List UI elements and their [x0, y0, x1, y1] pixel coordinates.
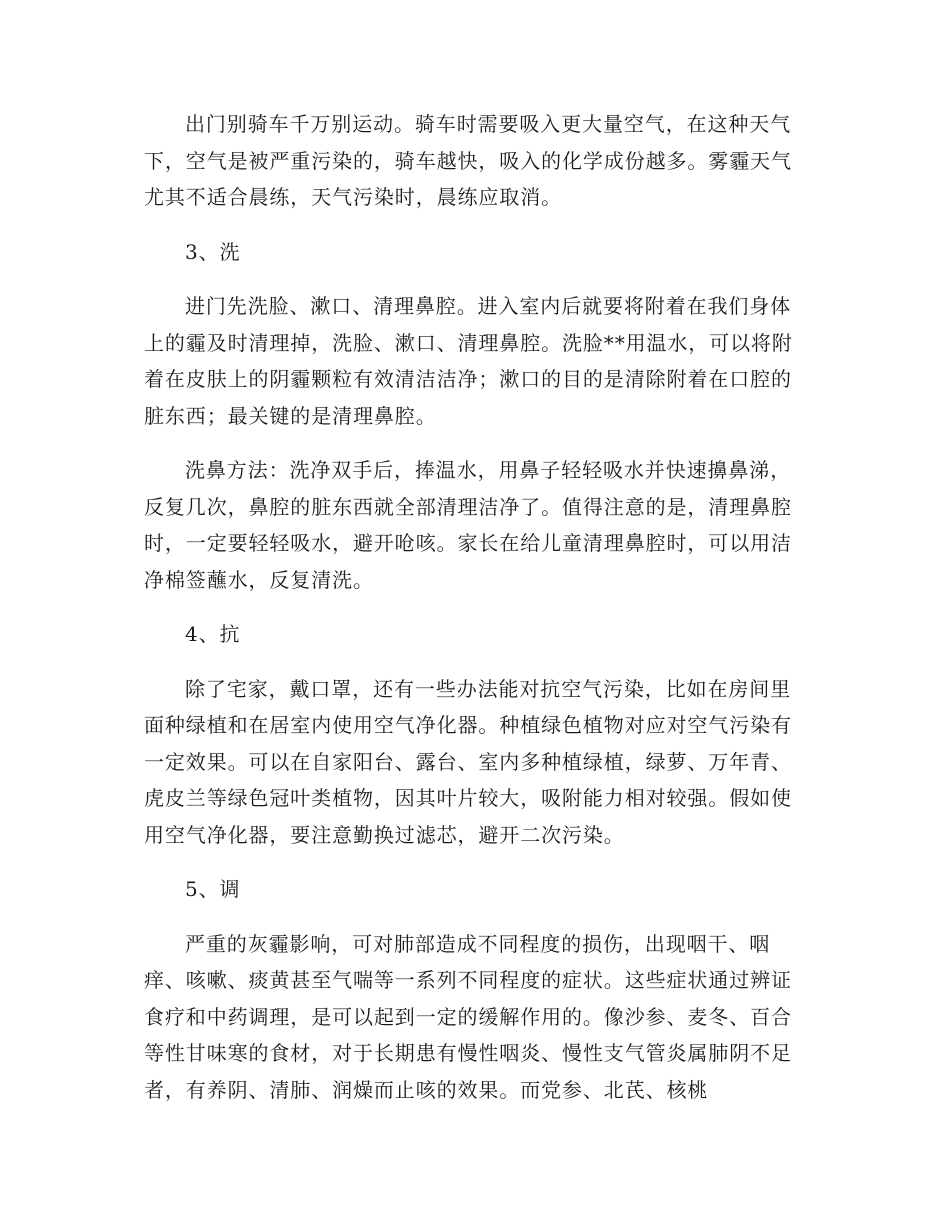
- heading-resist: 4、抗: [185, 622, 241, 646]
- heading-wash: 3、洗: [185, 239, 241, 264]
- heading-regulate: 5、调: [185, 877, 241, 901]
- paragraph-wash-face: 进门先洗脸、漱口、清理鼻腔。进入室内后就要将附着在我们身体上的霾及时清理掉，洗脸、漱口、清理鼻腔。洗脸**用温水，可以将附着在皮肤上的阴霾颗粒有效清洁洁净；漱口的目的是清除附着在口腔的脏东西；最关键的是清理鼻腔。: [144, 294, 793, 428]
- document-body: [144, 106, 798, 1126]
- paragraph-diet-medicine: 严重的灰霾影响，可对肺部造成不同程度的损伤，出现咽干、咽痒、咳嗽、痰黄甚至气喘等一系列不同程度的症状。这些症状通过辨证食疗和中药调理，是可以起到一定的缓解作用的。像沙参、麦冬、百合等性甘味寒的食材，对于长期患有慢性咽炎、慢性支气管炎属肺阴不足者，有养阴、清肺、润燥而止咳的效果。而党参、北芪、核桃: [144, 931, 792, 1102]
- paragraph-plants-purifier: 除了宅家，戴口罩，还有一些办法能对抗空气污染，比如在房间里面种绿植和在居室内使用空气净化器。种植绿色植物对应对空气污染有一定效果。可以在自家阳台、露台、室内多种植绿植，绿萝、万年青、虎皮兰等绿色冠叶类植物，因其叶片较大，吸附能力相对较强。假如使用空气净化器，要注意勤换过滤芯，避开二次污染。: [144, 676, 792, 847]
- paragraph-cycling-exercise: 出门别骑车千万别运动。骑车时需要吸入更大量空气，在这种天气下，空气是被严重污染的，骑车越快，吸入的化学成份越多。雾霾天气尤其不适合晨练，天气污染时，晨练应取消。: [144, 112, 792, 209]
- paragraph-nose-washing: 洗鼻方法：洗净双手后，捧温水，用鼻子轻轻吸水并快速擤鼻涕，反复几次，鼻腔的脏东西就全部清理洁净了。值得注意的是，清理鼻腔时，一定要轻轻吸水，避开呛咳。家长在给儿童清理鼻腔时，可以用洁净棉签蘸水，反复清洗。: [144, 458, 792, 592]
